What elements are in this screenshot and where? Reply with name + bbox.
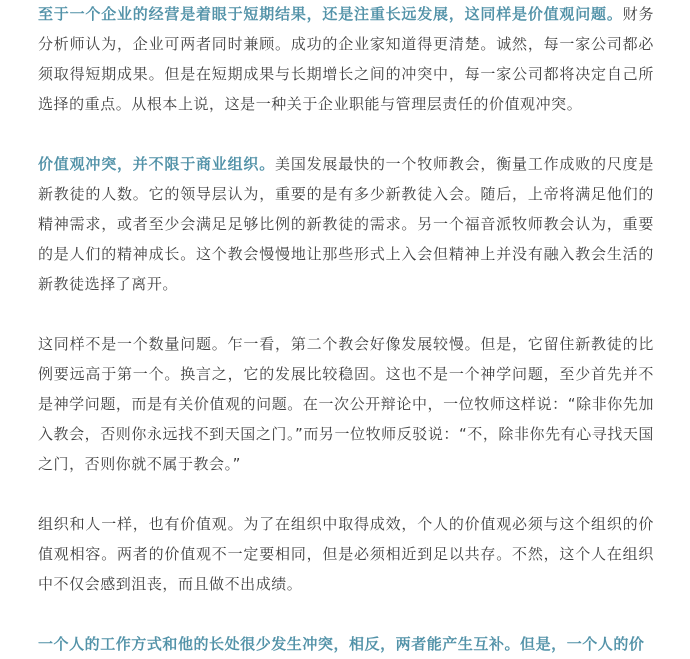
highlighted-lead: 一个人的工作方式和他的长处很少发生冲突，相反，两者能产生互补。但是，一个人的价: [38, 635, 645, 653]
paragraph: [38, 509, 654, 599]
highlighted-lead: 至于一个企业的经营是着眼于短期结果，还是注重长远发展，这同样是价值观问题。: [38, 5, 623, 23]
paragraph-text: 美国发展最快的一个牧师教会，衡量工作成败的尺度是新教徒的人数。它的领导层认为，重要的是有多少新教徒入会。随后，上帝将满足他们的精神需求，或者至少会满足足够比例的新教徒的需求。另一个福音派牧师教会认为，重要的是人们的精神成长。这个教会慢慢地让那些形式上入会但精神上并没有融入教会生活的新教徒选择了离开。: [38, 155, 654, 293]
highlighted-lead: 价值观冲突，并不限于商业组织。: [38, 155, 276, 173]
paragraph-text: 财务分析师认为，企业可两者同时兼顾。成功的企业家知道得更清楚。诚然，每一家公司都必须取得短期成果。但是在短期成果与长期增长之间的冲突中，每一家公司都将决定自己所选择的重点。从根本上说，这是一种关于企业职能与管理层责任的价值观冲突。: [38, 5, 654, 113]
paragraph-text: 组织和人一样，也有价值观。为了在组织中取得成效，个人的价值观必须与这个组织的价值观相容。两者的价值观不一定要相同，但是必须相近到足以共存。不然，这个人在组织中不仅会感到沮丧，而且做不出成绩。: [38, 515, 654, 593]
paragraph-text: 这同样不是一个数量问题。乍一看，第二个教会好像发展较慢。但是，它留住新教徒的比例要远高于第一个。换言之，它的发展比较稳固。这也不是一个神学问题，至少首先并不是神学问题，而是有关价值观的问题。在一次公开辩论中，一位牧师这样说：“除非你先加入教会，否则你永远找不到天国之门。”而另一位牧师反驳说：“不，除非你先有心寻找天国之门，否则你就不属于教会。”: [38, 335, 654, 473]
paragraph: [38, 629, 654, 659]
paragraph: [38, 0, 654, 119]
paragraph: [38, 149, 654, 299]
paragraph: [38, 329, 654, 479]
